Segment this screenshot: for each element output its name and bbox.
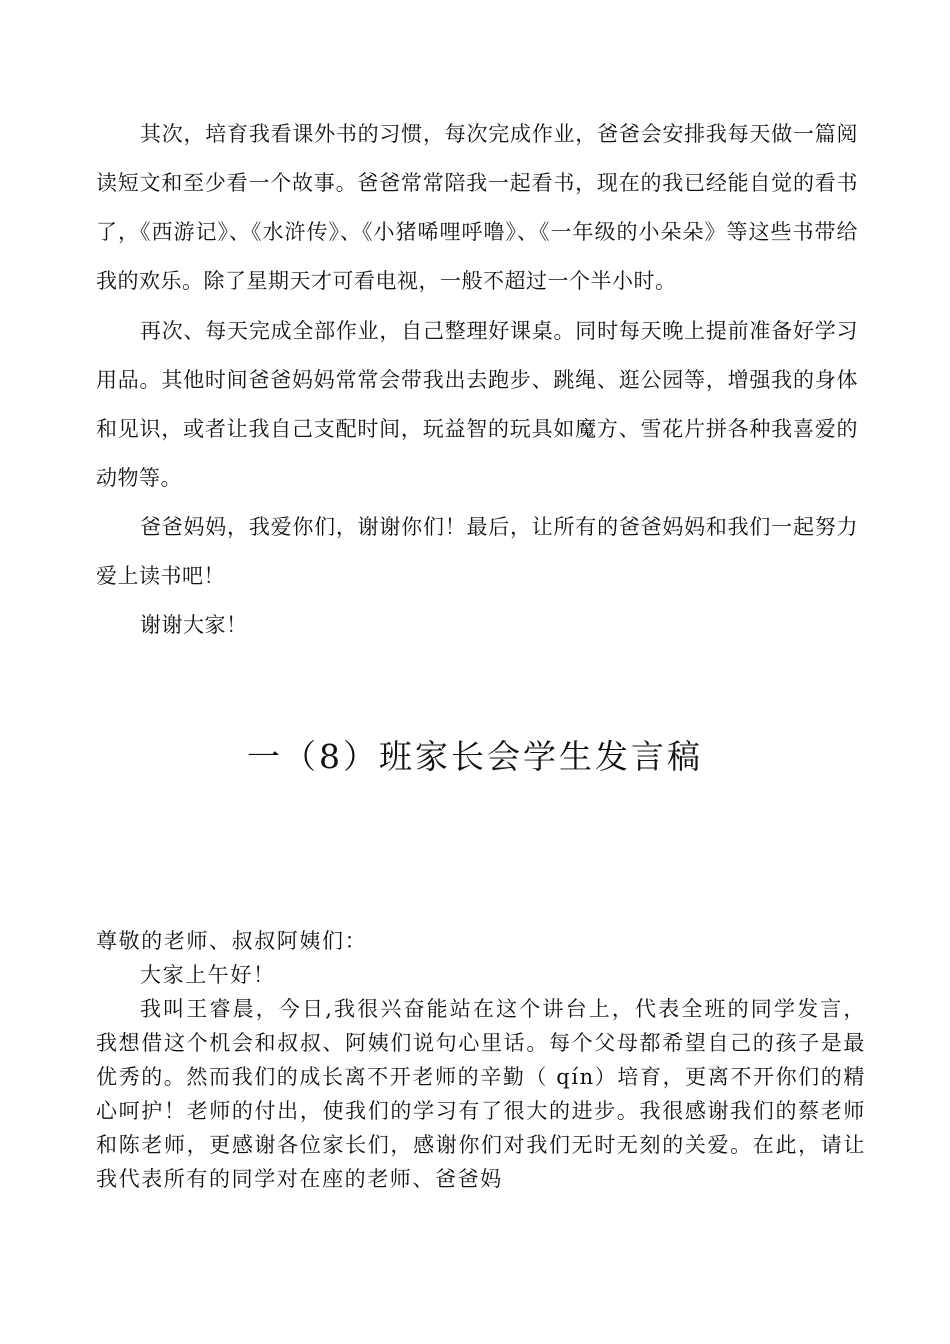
paragraph-daily-routine: 再次、每天完成全部作业，自己整理好课桌。同时每天晚上提前准备好学习用品。其他时间爸爸妈妈常常会带我出去跑步、跳绳、逛公园等，增强我的身体和见识，或者让我自己支配时间，玩益智的玩具如魔方、雪花片拼各种我喜爱的动物等。 <box>96 319 858 490</box>
paragraph-closing-thanks: 谢谢大家！ <box>140 613 248 637</box>
paragraph-thanks-parents: 爸爸妈妈，我爱你们，谢谢你们！最后，让所有的爸爸妈妈和我们一起努力爱上读书吧！ <box>96 515 858 588</box>
speech-salutation: 尊敬的老师、叔叔阿姨们： <box>96 929 368 953</box>
speech-greeting: 大家上午好！ <box>140 963 276 987</box>
paragraph-reading-habits: 其次，培育我看课外书的习惯，每次完成作业，爸爸会安排我每天做一篇阅读短文和至少看一个故事。爸爸常常陪我一起看书，现在的我已经能自觉的看书了，《西游记》、《水浒传》、《小猪唏哩呼噜》、《一年级的小朵朵》等这些书带给我的欢乐。除了星期天才可看电视，一般不超过一个半小时。 <box>96 122 858 293</box>
speech-body: 我叫王睿晨，今日,我很兴奋能站在这个讲台上，代表全班的同学发言，我想借这个机会和叔叔、阿姨们说句心里话。每个父母都希望自己的孩子是最优秀的。然而我们的成长离不开老师的辛勤（ qín）培育，更离不开你们的精心呵护！老师的付出，使我们的学习有了很大的进步。我很感谢我们的蔡老师和陈老师，更感谢各位家长们，感谢你们对我们无时无刻的关爱。在此，请让我代表所有的同学对在座的老师、爸爸妈 <box>96 997 866 1191</box>
speech-section <box>96 924 866 1196</box>
speech-title: 一（8）班家长会学生发言稿 <box>247 737 703 776</box>
